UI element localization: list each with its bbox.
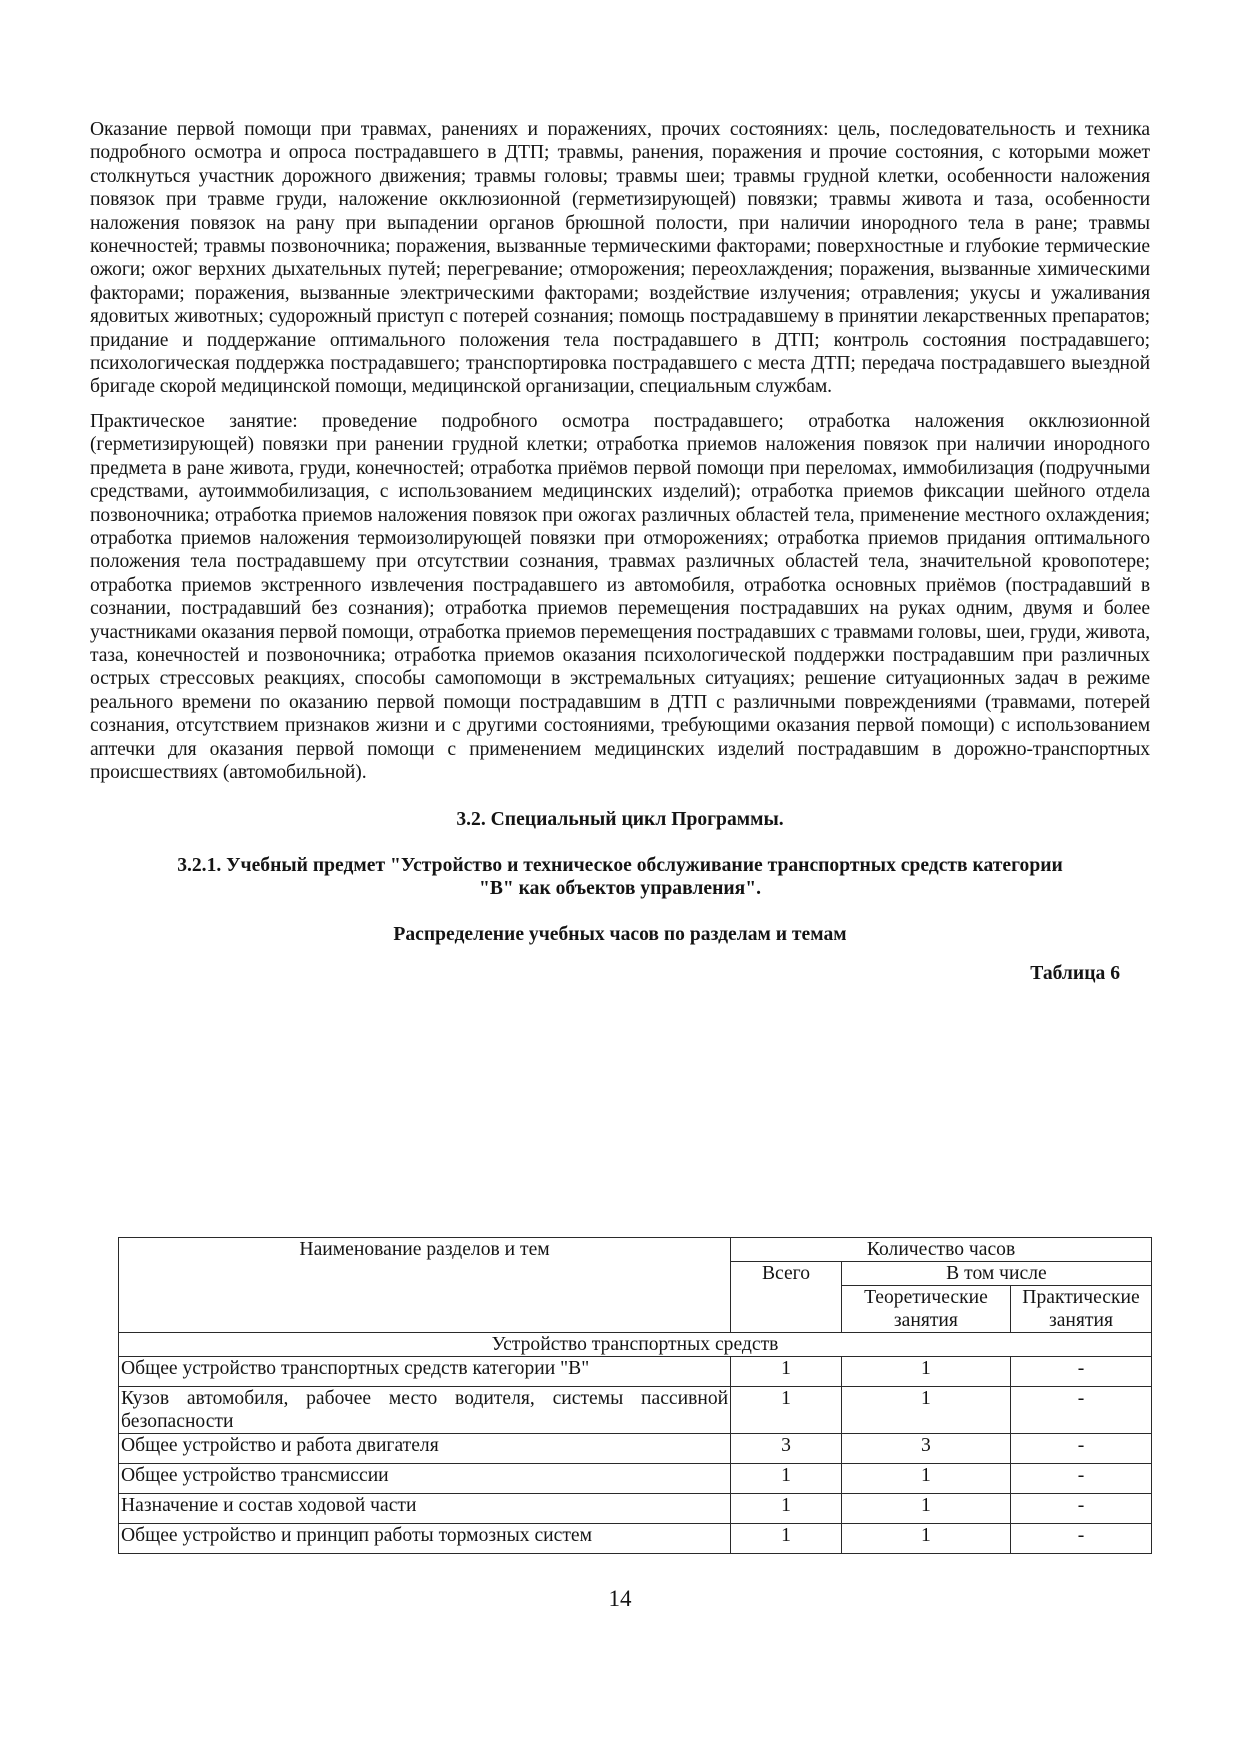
first-aid-paragraph: Оказание первой помощи при травмах, ранениях и поражениях, прочих состояниях: цель, последовательность и техника подробного осмотра и опроса пострадавшего в ДТП; травмы, ранения, поражения и прочие состояния, с которыми может столкнуться участник дорожного движения; травмы головы; травмы шеи; травмы грудной клетки, особенности наложения повязок при травме груди, наложение окклюзионной (герметизирующей) повязки; травмы живота и таза, особенности наложения повязок на рану при выпадении органов брюшной полости, при наличии инородного тела в ране; травмы конечностей; травмы позвоночника; поражения, вызванные термическими факторами; поверхностные и глубокие термические ожоги; ожог верхних дыхательных путей; перегревание; отморожения; переохлаждения; поражения, вызванные химическими факторами; поражения, вызванные электрическими факторами; воздействие излучения; отравления; укусы и ужаливания ядовитых животных; судорожный приступ с потерей сознания; помощь пострадавшему в принятии лекарственных препаратов; придание и поддержание оптимального положения тела пострадавшего в ДТП; контроль состояния пострадавшего; психологическая поддержка пострадавшего; транспортировка пострадавшего с места ДТП; передача пострадавшего выездной бригаде скорой медицинской помощи, медицинской организации, специальным службам. <box>90 119 1150 398</box>
hours-practice: - <box>1011 1434 1152 1464</box>
topic-name: Общее устройство и принцип работы тормозных систем <box>119 1524 731 1554</box>
table-row <box>119 1387 1152 1434</box>
topic-name: Общее устройство трансмиссии <box>119 1464 731 1494</box>
header-including: В том числе <box>841 1262 1151 1286</box>
hours-practice: - <box>1011 1494 1152 1524</box>
hours-table <box>118 1237 1152 1554</box>
practical-lesson-paragraph: Практическое занятие: проведение подробного осмотра пострадавшего; отработка наложения окклюзионной (герметизирующей) повязки при ранении грудной клетки; отработка приемов наложения повязок при наличии инородного предмета в ране живота, груди, конечностей; отработка приёмов первой помощи при переломах, иммобилизация (подручными средствами, аутоиммобилизация, с использованием медицинских изделий); отработка приемов фиксации шейного отдела позвоночника; отработка приемов наложения повязок при ожогах различных областей тела, применение местного охлаждения; отработка приемов наложения термоизолирующей повязки при отморожениях; отработка приемов придания оптимального положения тела пострадавшему при отсутствии сознания, травмах различных областей тела, значительной кровопотере; отработка приемов экстренного извлечения пострадавшего из автомобиля, отработка основных приёмов (пострадавший в сознании, пострадавший без сознания); отработка приемов перемещения пострадавших на руках одним, двумя и более участниками оказания первой помощи, отработка приемов перемещения пострадавших с травмами головы, шеи, груди, живота, таза, конечностей и позвоночника; отработка приемов оказания психологической поддержки пострадавшим при различных острых стрессовых реакциях, способы самопомощи в экстремальных ситуациях; решение ситуационных задач в режиме реального времени по оказанию первой помощи пострадавшим в ДТП с различными повреждениями (травмами, потерей сознания, отсутствием признаков жизни и с другими состояниями, требующими оказания первой помощи) с использованием аптечки для оказания первой помощи с применением медицинских изделий пострадавшим в дорожно-транспортных происшествиях (автомобильной). <box>90 410 1150 783</box>
hours-theory: 1 <box>841 1464 1010 1494</box>
hours-theory: 1 <box>841 1494 1010 1524</box>
document-page <box>90 118 1150 985</box>
section-heading: 3.2. Специальный цикл Программы. <box>456 809 784 831</box>
hours-practice: - <box>1011 1524 1152 1554</box>
topic-name: Назначение и состав ходовой части <box>119 1494 731 1524</box>
header-practice: Практические занятия <box>1011 1286 1152 1333</box>
hours-total: 3 <box>731 1434 842 1464</box>
topic-name: Общее устройство транспортных средств категории "B" <box>119 1357 731 1387</box>
hours-practice: - <box>1011 1357 1152 1387</box>
subject-heading <box>90 854 1150 901</box>
hours-total: 1 <box>731 1387 842 1434</box>
topic-name: Общее устройство и работа двигателя <box>119 1434 731 1464</box>
hours-total: 1 <box>731 1357 842 1387</box>
header-name: Наименование разделов и тем <box>119 1238 731 1333</box>
section-title: Устройство транспортных средств <box>119 1333 1152 1357</box>
table-row <box>119 1357 1152 1387</box>
hours-theory: 1 <box>841 1357 1010 1387</box>
header-hours: Количество часов <box>731 1238 1152 1262</box>
page-number: 14 <box>608 1586 632 1611</box>
table-section-row <box>119 1333 1152 1357</box>
hours-practice: - <box>1011 1387 1152 1434</box>
subject-heading-line1: 3.2.1. Учебный предмет "Устройство и техническое обслуживание транспортных средств категории <box>177 854 1063 876</box>
table-row <box>119 1494 1152 1524</box>
header-theory: Теоретические занятия <box>841 1286 1010 1333</box>
hours-theory: 3 <box>841 1434 1010 1464</box>
hours-theory: 1 <box>841 1387 1010 1434</box>
hours-total: 1 <box>731 1494 842 1524</box>
table-header-row <box>119 1238 1152 1262</box>
header-total: Всего <box>731 1262 842 1333</box>
hours-total: 1 <box>731 1464 842 1494</box>
table-row <box>119 1464 1152 1494</box>
table-row <box>119 1434 1152 1464</box>
hours-practice: - <box>1011 1464 1152 1494</box>
subject-heading-line2: "B" как объектов управления". <box>478 878 762 900</box>
hours-theory: 1 <box>841 1524 1010 1554</box>
hours-total: 1 <box>731 1524 842 1554</box>
table-row <box>119 1524 1152 1554</box>
topic-name: Кузов автомобиля, рабочее место водителя, системы пассивной безопасности <box>119 1387 731 1434</box>
distribution-heading: Распределение учебных часов по разделам и темам <box>393 923 847 945</box>
table-label: Таблица 6 <box>1030 963 1120 984</box>
